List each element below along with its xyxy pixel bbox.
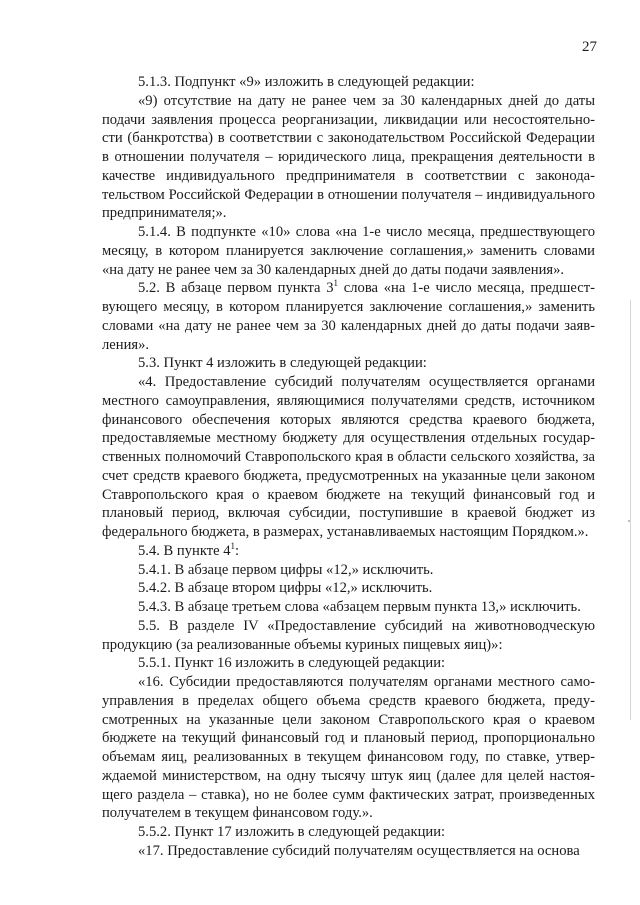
paragraph-5-1-3: 5.1.3. Подпункт «9» изложить в следующей редакции:: [138, 74, 475, 90]
paragraph-5-5: 5.5. В разделе IV «Предоставление субсидий на животноводческую продукцию (за реализованные объемы куриных пищевых яиц)»:: [102, 617, 595, 653]
document-body: [102, 73, 595, 861]
paragraph-5-5-2: 5.5.2. Пункт 17 изложить в следующей редакции:: [138, 824, 446, 840]
paragraph-5-2-rest: слова «на 1-е число месяца, предшествующего месяцу, в котором планируется заключение соглашения,» заменить словами «на дату не ранее чем за 30 календарных дней до даты подачи заявления».: [102, 280, 595, 353]
scan-edge-line: [630, 300, 631, 720]
page-number: 27: [582, 39, 597, 55]
paragraph-5-2-start: 5.2. В абзаце первом пункта 3: [138, 280, 334, 297]
paragraph-5-4-rest: :: [235, 542, 240, 559]
paragraph-5-4-2: 5.4.2. В абзаце втором цифры «12,» исключить.: [138, 580, 433, 597]
paragraph-5-4-3: 5.4.3. В абзаце третьем слова «абзацем первым пункта 13,» исключить.: [138, 599, 581, 615]
paragraph-5-3: 5.3. Пункт 4 изложить в следующей редакции:: [138, 355, 427, 372]
paragraph-5-2: [102, 279, 595, 354]
scan-edge-mark: [628, 520, 630, 522]
paragraph-5-4-1: 5.4.1. В абзаце первом цифры «12,» исключить.: [138, 561, 434, 578]
paragraph-5-4: [102, 542, 595, 561]
paragraph-5-1-4: 5.1.4. В подпункте «10» слова «на 1-е число месяца, предшествующего месяцу, в котором планируется заключение соглашения,» заменить словами «на дату не ранее чем за 30 календарных дней до даты подачи заявления».: [102, 224, 595, 278]
superscript: 1: [333, 278, 339, 289]
paragraph-point-16: «16. Субсидии предоставляются получателям органами местного самоуправления в пределах общего объема средств краевого бюджета, предусмотренных на указанные цели законом Ставропольского края о краевом бюджете на текущий финансовый год и плановый период, пропорционально объемам яиц, реализованных в текущем финансовом году, по ставке, утверждаемой министерством, на одну тысячу штук яиц (далее для целей настоящего раздела – ставка), но не более сумм фактических затрат, произведенных получателем в текущем финансовом году.».: [102, 674, 595, 822]
paragraph-item-9: «9) отсутствие на дату не ранее чем за 30 календарных дней до даты подачи заявления процесса реорганизации, ликвидации или несостоятельности (банкротства) в соответствии с законодательством Российской Федерации в отношении получателя – юридического лица, прекращения деятельности в качестве индивидуального предпринимателя в соответствии с законодательством Российской Федерации в отношении получателя – индивидуального предпринимателя;».: [102, 92, 595, 222]
paragraph-5-5-1: 5.5.1. Пункт 16 изложить в следующей редакции:: [138, 655, 446, 672]
superscript: 1: [230, 540, 236, 551]
paragraph-point-17: «17. Предоставление субсидий получателям осуществляется на основа: [138, 842, 580, 859]
paragraph-point-4: «4. Предоставление субсидий получателям осуществляется органами местного самоуправления, являющимися получателями средств, источником финансового обеспечения которых являются средства краевого бюджета, предоставляемые местному бюджету для осуществления отдельных государственных полномочий Ставропольского края в области сельского хозяйства, за счет средств краевого бюджета, предусмотренных на указанные цели законом Ставропольского края о краевом бюджете на текущий финансовый год и плановый период, включая субсидии, поступившие в краевой бюджет из федерального бюджета, в размерах, устанавливаемых настоящим Порядком.».: [102, 374, 595, 540]
paragraph-5-4-start: 5.4. В пункте 4: [138, 542, 231, 559]
